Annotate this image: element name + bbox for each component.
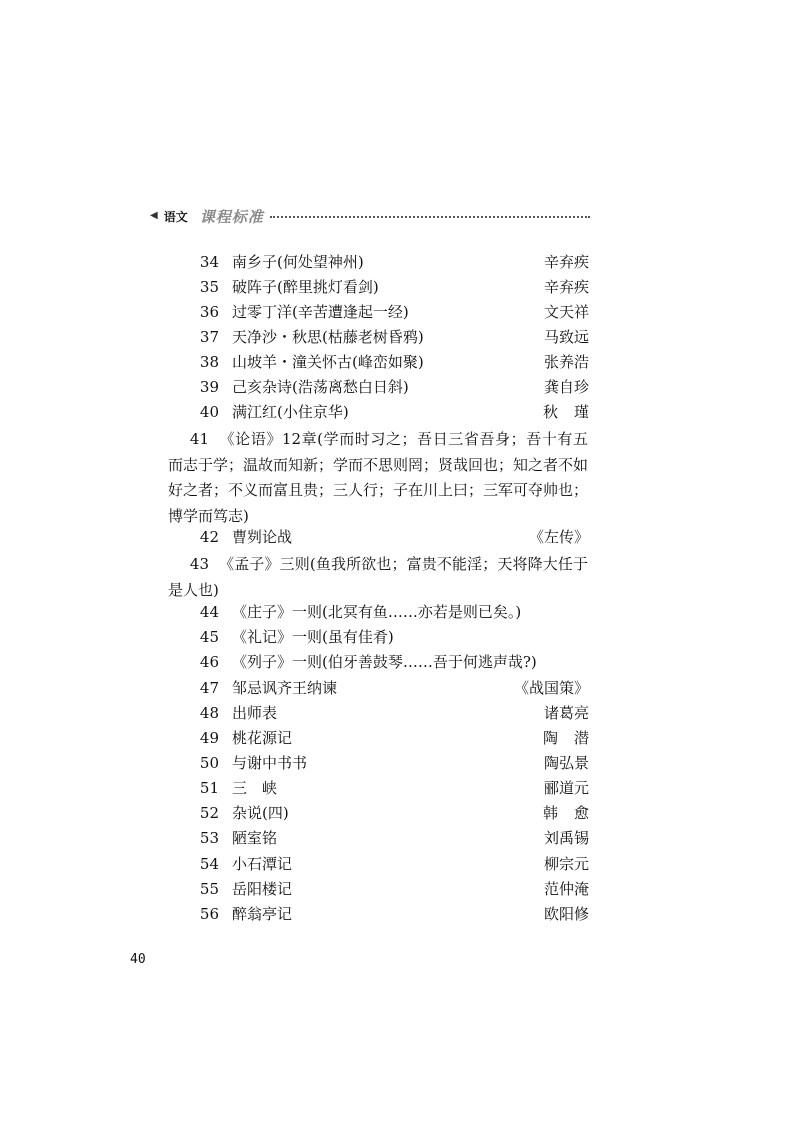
list-item: [0, 650, 800, 674]
item-number: 53: [199, 829, 219, 847]
list-item: [0, 525, 800, 549]
item-author: 陶弘景: [543, 754, 589, 772]
item-number: 48: [199, 704, 219, 722]
item-number: 37: [199, 328, 219, 346]
item-number: 46: [199, 653, 219, 671]
page-number: 40: [130, 952, 146, 967]
item-number: 42: [199, 528, 219, 546]
item-number: 44: [199, 603, 219, 621]
item-number: 35: [199, 278, 219, 296]
item-title: 醉翁亭记: [232, 905, 293, 923]
header-dotted-rule: [270, 216, 590, 218]
list-item: [0, 726, 800, 750]
item-title: 出师表: [232, 704, 278, 722]
list-item: [0, 852, 800, 876]
item-author: 《左传》: [528, 528, 589, 546]
item-text: 《论语》12章(学而时习之；吾日三省吾身；吾十有五而志于学；温故而知新；学而不思则罔；贤哉回也；知之者不如好之者；不义而富且贵；三人行；子在川上曰；三军可夺帅也；博学而笃志): [168, 430, 589, 525]
item-author: 刘禹锡: [543, 829, 589, 847]
item-title: 桃花源记: [232, 729, 293, 747]
item-number: 47: [199, 679, 219, 697]
item-number: 49: [199, 729, 219, 747]
list-item: [0, 375, 800, 399]
item-number: 55: [199, 880, 219, 898]
item-number: 38: [199, 353, 219, 371]
item-number: 40: [199, 403, 219, 421]
list-item: [0, 275, 800, 299]
item-title: 《礼记》一则(虽有佳肴): [232, 628, 394, 646]
list-item: [0, 776, 800, 800]
item-author: 韩愈: [542, 804, 605, 822]
item-author: 范仲淹: [543, 880, 589, 898]
list-item-paragraph: [168, 552, 588, 603]
item-number: 39: [199, 378, 219, 396]
item-author: 陶潜: [542, 729, 605, 747]
item-title: 岳阳楼记: [232, 880, 293, 898]
list-item: [0, 300, 800, 324]
item-title: 《庄子》一则(北冥有鱼……亦若是则已矣。): [232, 603, 522, 621]
item-title: 与谢中书书: [232, 754, 308, 772]
item-number: 36: [199, 303, 219, 321]
item-author: 柳宗元: [543, 855, 589, 873]
item-title: 南乡子(何处望神州): [232, 253, 364, 271]
item-author: 文天祥: [543, 303, 589, 321]
item-author: 辛弃疾: [543, 253, 589, 271]
item-author: 秋瑾: [542, 403, 605, 421]
item-number: 54: [199, 855, 219, 873]
list-item: [0, 902, 800, 926]
item-title: 三 峡: [232, 779, 278, 797]
item-title: 天净沙・秋思(枯藤老树昏鸦): [232, 328, 424, 346]
item-title: 曹刿论战: [232, 528, 293, 546]
item-title: 陋室铭: [232, 829, 278, 847]
item-title: 山坡羊・潼关怀古(峰峦如聚): [232, 353, 424, 371]
item-title: 邹忌讽齐王纳谏: [232, 679, 338, 697]
list-item: [0, 250, 800, 274]
list-item-paragraph: [168, 427, 588, 529]
item-number: 45: [199, 628, 219, 646]
item-number: 52: [199, 804, 219, 822]
item-author: 诸葛亮: [543, 704, 589, 722]
list-item: [0, 801, 800, 825]
item-number: 56: [199, 905, 219, 923]
item-title: 杂说(四): [232, 804, 289, 822]
list-item: [0, 826, 800, 850]
list-item: [0, 701, 800, 725]
header-subject: 语文: [163, 209, 188, 224]
item-author: 龚自珍: [543, 378, 589, 396]
triangle-left-icon: ◀: [150, 210, 158, 221]
list-item: [0, 877, 800, 901]
item-title: 破阵子(醉里挑灯看剑): [232, 278, 379, 296]
header-book-title: 课程标准: [199, 207, 264, 226]
item-author: 郦道元: [543, 779, 589, 797]
item-title: 己亥杂诗(浩荡离愁白日斜): [232, 378, 409, 396]
item-author: 欧阳修: [543, 905, 589, 923]
item-author: 马致远: [543, 328, 589, 346]
item-text: 《孟子》三则(鱼我所欲也；富贵不能淫；天将降大任于是人也): [168, 555, 588, 599]
item-number: 34: [199, 253, 219, 271]
list-item: [0, 350, 800, 374]
item-number: 41: [189, 430, 209, 448]
list-item: [0, 400, 800, 424]
item-author: 张养浩: [543, 353, 589, 371]
running-header: [150, 206, 590, 226]
list-item: [0, 600, 800, 624]
list-item: [0, 751, 800, 775]
item-title: 过零丁洋(辛苦遭逢起一经): [232, 303, 409, 321]
item-title: 满江红(小住京华): [232, 403, 349, 421]
list-item: [0, 325, 800, 349]
item-author: 《战国策》: [513, 679, 589, 697]
item-number: 43: [189, 555, 209, 573]
item-number: 50: [199, 754, 219, 772]
item-title: 《列子》一则(伯牙善鼓琴……吾于何逃声哉?): [232, 653, 537, 671]
list-item: [0, 676, 800, 700]
item-number: 51: [199, 779, 219, 797]
item-author: 辛弃疾: [543, 278, 589, 296]
list-item: [0, 625, 800, 649]
item-title: 小石潭记: [232, 855, 293, 873]
